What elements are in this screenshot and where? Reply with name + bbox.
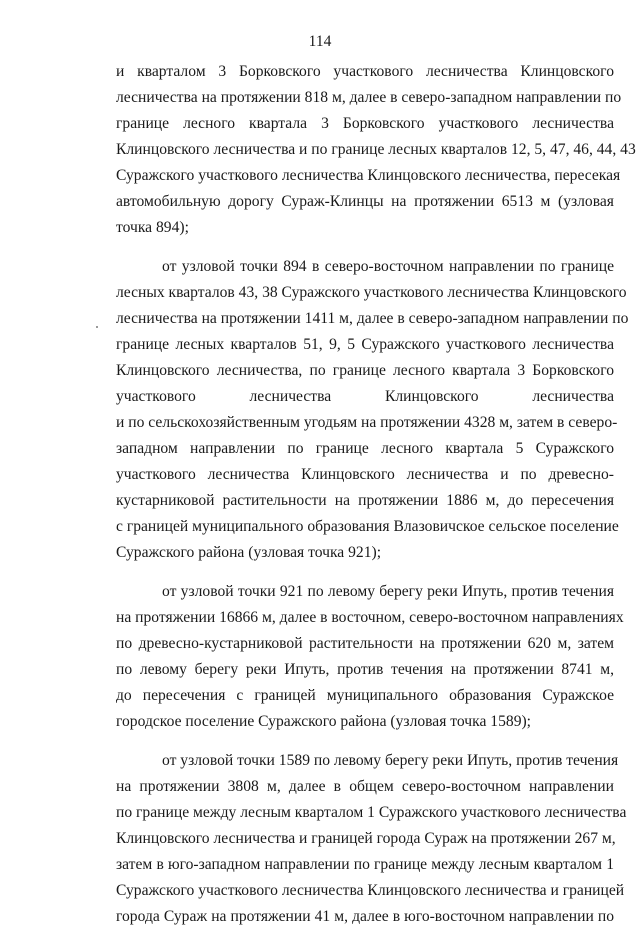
paragraph <box>116 254 629 566</box>
text-line: Клинцовского лесничества и по границе лесных кварталов 12, 5, 47, 46, 44, 43 <box>116 141 636 158</box>
text-line: от узловой точки 894 в северо-восточном направлении по границе <box>162 258 614 275</box>
text-line: до пересечения с границей муниципального образования Суражское <box>116 687 614 704</box>
text-line: Суражского района (узловая точка 921); <box>116 544 382 561</box>
text-line: Суражского участкового лесничества Клинцовского лесничества, пересекая <box>116 167 621 184</box>
text-line: городское поселение Суражского района (узловая точка 1589); <box>116 713 532 730</box>
page-number: 114 <box>308 33 332 50</box>
paragraph <box>116 748 627 930</box>
text-line: лесничества на протяжении 818 м, далее в северо-западном направлении по <box>116 89 622 106</box>
text-line: лесничества на протяжении 1411 м, далее в северо-западном направлении по <box>116 310 629 327</box>
text-line: и по сельскохозяйственным угодьям на протяжении 4328 м, затем в северо- <box>116 414 618 431</box>
text-line: Клинцовского лесничества и границей города Сураж на протяжении 267 м, <box>116 830 616 847</box>
text-line: участкового лесничества Клинцовского лесничества <box>116 388 614 405</box>
text-line: с границей муниципального образования Влазовичское сельское поселение <box>116 518 619 535</box>
text-line: границе лесных кварталов 51, 9, 5 Суражского участкового лесничества <box>116 336 614 353</box>
text-line: по границе между лесным кварталом 1 Суражского участкового лесничества <box>116 804 627 821</box>
text-line: точка 894); <box>116 219 189 236</box>
paragraph <box>116 579 624 735</box>
text-line: лесных кварталов 43, 38 Суражского участкового лесничества Клинцовского <box>116 284 627 301</box>
text-line: Суражского участкового лесничества Клинцовского лесничества и границей <box>116 882 625 899</box>
text-line: по левому берегу реки Ипуть, против течения на протяжении 8741 м, <box>116 661 614 678</box>
margin-dot <box>96 326 98 328</box>
paragraph <box>116 59 636 241</box>
text-line: автомобильную дорогу Сураж-Клинцы на протяжении 6513 м (узловая <box>116 193 614 210</box>
text-line: затем в юго-западном направлении по границе между лесным кварталом 1 <box>116 856 614 873</box>
text-line: от узловой точки 1589 по левому берегу реки Ипуть, против течения <box>162 752 619 769</box>
text-line: по древесно-кустарниковой растительности на протяжении 620 м, затем <box>116 635 614 652</box>
text-line: участкового лесничества Клинцовского лесничества и по древесно- <box>116 466 614 483</box>
text-line: на протяжении 16866 м, далее в восточном, северо-восточном направлениях <box>116 609 624 626</box>
text-line: от узловой точки 921 по левому берегу реки Ипуть, против течения <box>162 583 614 600</box>
text-line: кустарниковой растительности на протяжении 1886 м, до пересечения <box>116 492 614 509</box>
document-body <box>116 59 636 930</box>
text-line: и кварталом 3 Борковского участкового лесничества Клинцовского <box>116 63 614 80</box>
text-line: западном направлении по границе лесного квартала 5 Суражского <box>116 440 614 457</box>
text-line: границе лесного квартала 3 Борковского участкового лесничества <box>116 115 614 132</box>
text-line: Клинцовского лесничества, по границе лесного квартала 3 Борковского <box>116 362 614 379</box>
text-line: города Сураж на протяжении 41 м, далее в юго-восточном направлении по <box>116 908 614 925</box>
text-line: на протяжении 3808 м, далее в общем северо-восточном направлении <box>116 778 614 795</box>
